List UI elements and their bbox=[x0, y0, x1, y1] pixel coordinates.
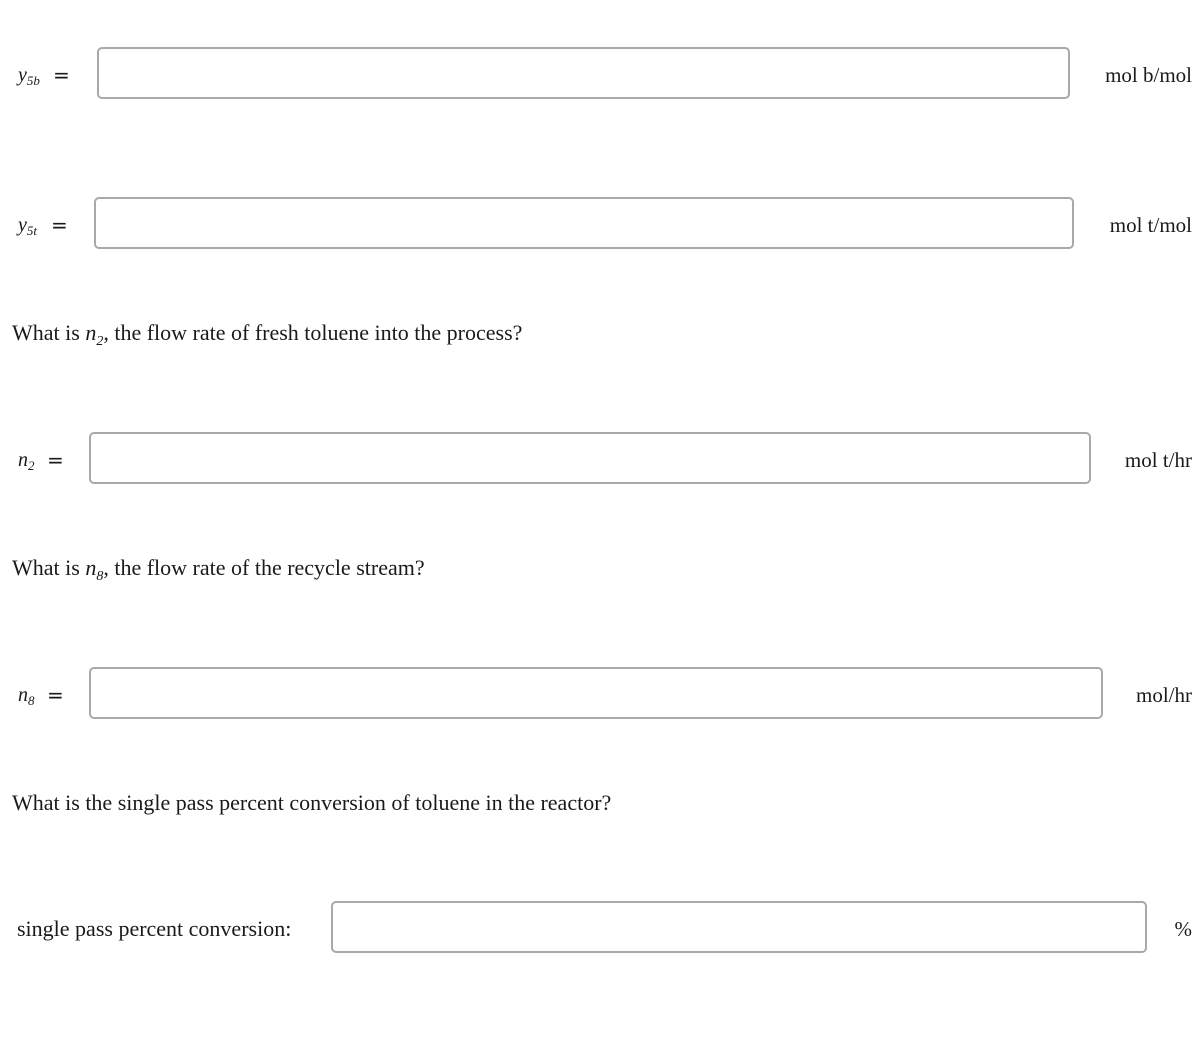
question-text: , the flow rate of fresh toluene into the process? bbox=[103, 320, 523, 345]
unit-label-n8: mol/hr bbox=[1136, 683, 1192, 707]
question-text: , the flow rate of the recycle stream? bbox=[103, 555, 425, 580]
equals-sign: = bbox=[51, 213, 68, 237]
conversion-input[interactable] bbox=[331, 901, 1147, 953]
unit-label-y5b: mol b/mol bbox=[1105, 63, 1192, 87]
unit-label-y5t: mol t/mol bbox=[1109, 213, 1192, 237]
question-text: What is bbox=[12, 320, 86, 345]
question-variable: $n_2$ bbox=[85, 320, 104, 349]
variable-label-y5b: $y_{5b}$ bbox=[18, 64, 40, 88]
n2-input[interactable] bbox=[89, 432, 1091, 484]
y5t-input[interactable] bbox=[94, 197, 1074, 249]
answer-row-y5b bbox=[0, 47, 1200, 103]
variable-label-n8: $n_8$ bbox=[18, 684, 35, 708]
answer-row-n8 bbox=[0, 667, 1200, 723]
answer-row-y5t bbox=[0, 197, 1200, 253]
answer-row-n2 bbox=[0, 432, 1200, 488]
equals-sign: = bbox=[53, 63, 70, 87]
unit-label-n2: mol t/hr bbox=[1124, 448, 1192, 472]
equals-sign: = bbox=[47, 683, 64, 707]
question-n2 bbox=[12, 320, 523, 349]
conversion-label: single pass percent conversion: bbox=[17, 916, 292, 941]
question-variable: $n_8$ bbox=[85, 555, 104, 584]
question-n8 bbox=[12, 555, 425, 584]
equals-sign: = bbox=[47, 448, 64, 472]
question-conversion: What is the single pass percent conversion of toluene in the reactor? bbox=[12, 790, 612, 815]
n8-input[interactable] bbox=[89, 667, 1103, 719]
y5b-input[interactable] bbox=[97, 47, 1070, 99]
unit-label-percent: % bbox=[1174, 917, 1192, 941]
question-text: What is bbox=[12, 555, 86, 580]
answer-row-conversion bbox=[0, 901, 1200, 957]
variable-label-n2: $n_2$ bbox=[18, 449, 35, 473]
variable-label-y5t: $y_{5t}$ bbox=[18, 214, 38, 238]
